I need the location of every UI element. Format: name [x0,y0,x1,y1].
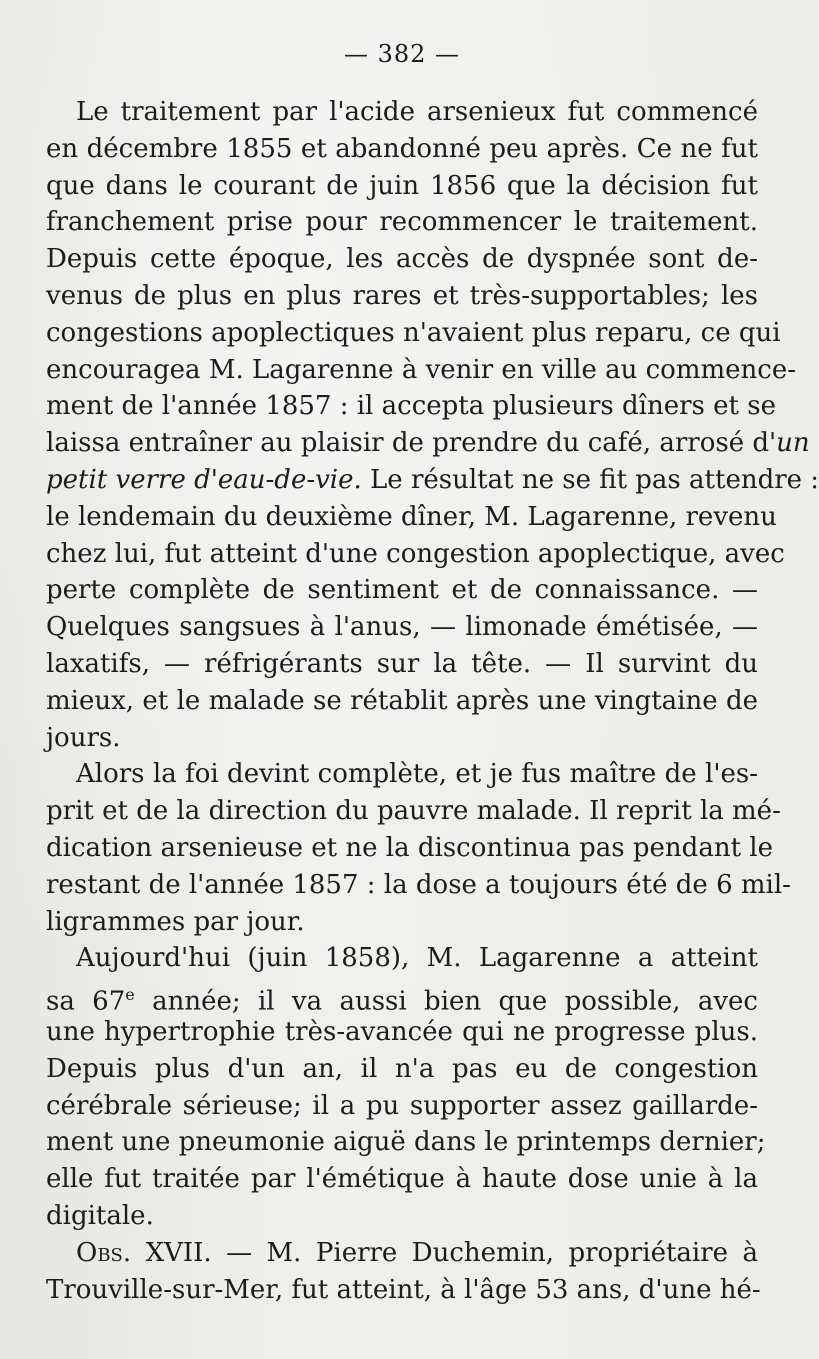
text-run: — M. Pierre Duchemin, propriétaire à [211,1237,758,1268]
text-run: année; il va aussi bien que possible, avec [134,986,758,1017]
text-line: Le traitement par l'acide arsenieux fut commencé [76,97,758,127]
page-number: — 382 — [343,40,461,68]
text-line: que dans le courant de juin 1856 que la décision fut [46,170,758,201]
observation-label: Obs. XVII. [76,1237,212,1268]
text-line: Alors la foi devint complète, et je fus maître de l'es- [76,759,758,790]
text-line: chez lui, fut atteint d'une congestion apoplectique, avec [46,538,785,569]
superscript: e [125,985,135,1005]
text-line: Depuis cette époque, les accès de dyspnée sont de- [46,244,758,275]
italic-run: un [776,428,810,459]
text-line: franchement prise pour recommencer le traitement. [46,207,758,238]
text-line: Aujourd'hui (juin 1858), M. Lagarenne a atteint [76,943,758,974]
text-line [46,462,819,499]
paragraph-3 [46,940,766,1234]
paragraph-1 [46,94,819,756]
text-line: venus de plus en plus rares et très-supportables; les [46,280,758,311]
text-line: perte complète de sentiment et de connaissance. — [46,575,758,606]
text-line: laxatifs, — réfrigérants sur la tête. — Il survint du [46,648,758,679]
text-line: Quelques sangsues à l'anus, — limonade émétisée, — [46,612,758,643]
text-line: digitale. [46,1200,154,1231]
text-line: prit et de la direction du pauvre malade. Il reprit la mé- [46,796,781,827]
text-line: encouragea M. Lagarenne à venir en ville au commence- [46,354,797,385]
text-line: dication arsenieuse et ne la discontinua pas pendant le [46,832,773,863]
text-line: elle fut traitée par l'émétique à haute dose unie à la [46,1164,758,1195]
text-line: ligrammes par jour. [46,906,305,937]
text-line [46,977,758,1017]
paragraph-2 [46,756,791,940]
text-line: jours. [46,722,121,753]
text-line: une hypertrophie très-avancée qui ne progresse plus. [46,1016,758,1047]
text-line: ment une pneumonie aiguë dans le printemps dernier; [46,1127,766,1158]
text-line: mieux, et le malade se rétablit après une vingtaine de [46,685,758,716]
text-run: sa 67 [46,986,126,1017]
text-line: restant de l'année 1857 : la dose a toujours été de 6 mil- [46,869,791,900]
text-line: le lendemain du deuxième dîner, M. Lagarenne, revenu [46,501,777,532]
text-line: en décembre 1855 et abandonné peu après. Ce ne fut [46,133,758,164]
text-line: congestions apoplectiques n'avaient plus reparu, ce qui [46,317,781,348]
text-line [46,1235,758,1272]
text-line: Depuis plus d'un an, il n'a pas eu de congestion [46,1053,758,1084]
text-line [46,425,810,462]
italic-run: petit verre d'eau-de-vie. [46,464,362,495]
text-line: Trouville-sur-Mer, fut atteint, à l'âge 53 ans, d'une hé- [46,1274,761,1305]
text-run: Le résultat ne se fit pas attendre : [361,464,819,495]
text-run: laissa entraîner au plaisir de prendre du café, arrosé d' [46,428,777,459]
text-line: cérébrale sérieuse; il a pu supporter assez gaillarde- [46,1090,758,1121]
text-line: ment de l'année 1857 : il accepta plusieurs dîners et se [46,391,776,422]
paragraph-4 [46,1235,761,1309]
